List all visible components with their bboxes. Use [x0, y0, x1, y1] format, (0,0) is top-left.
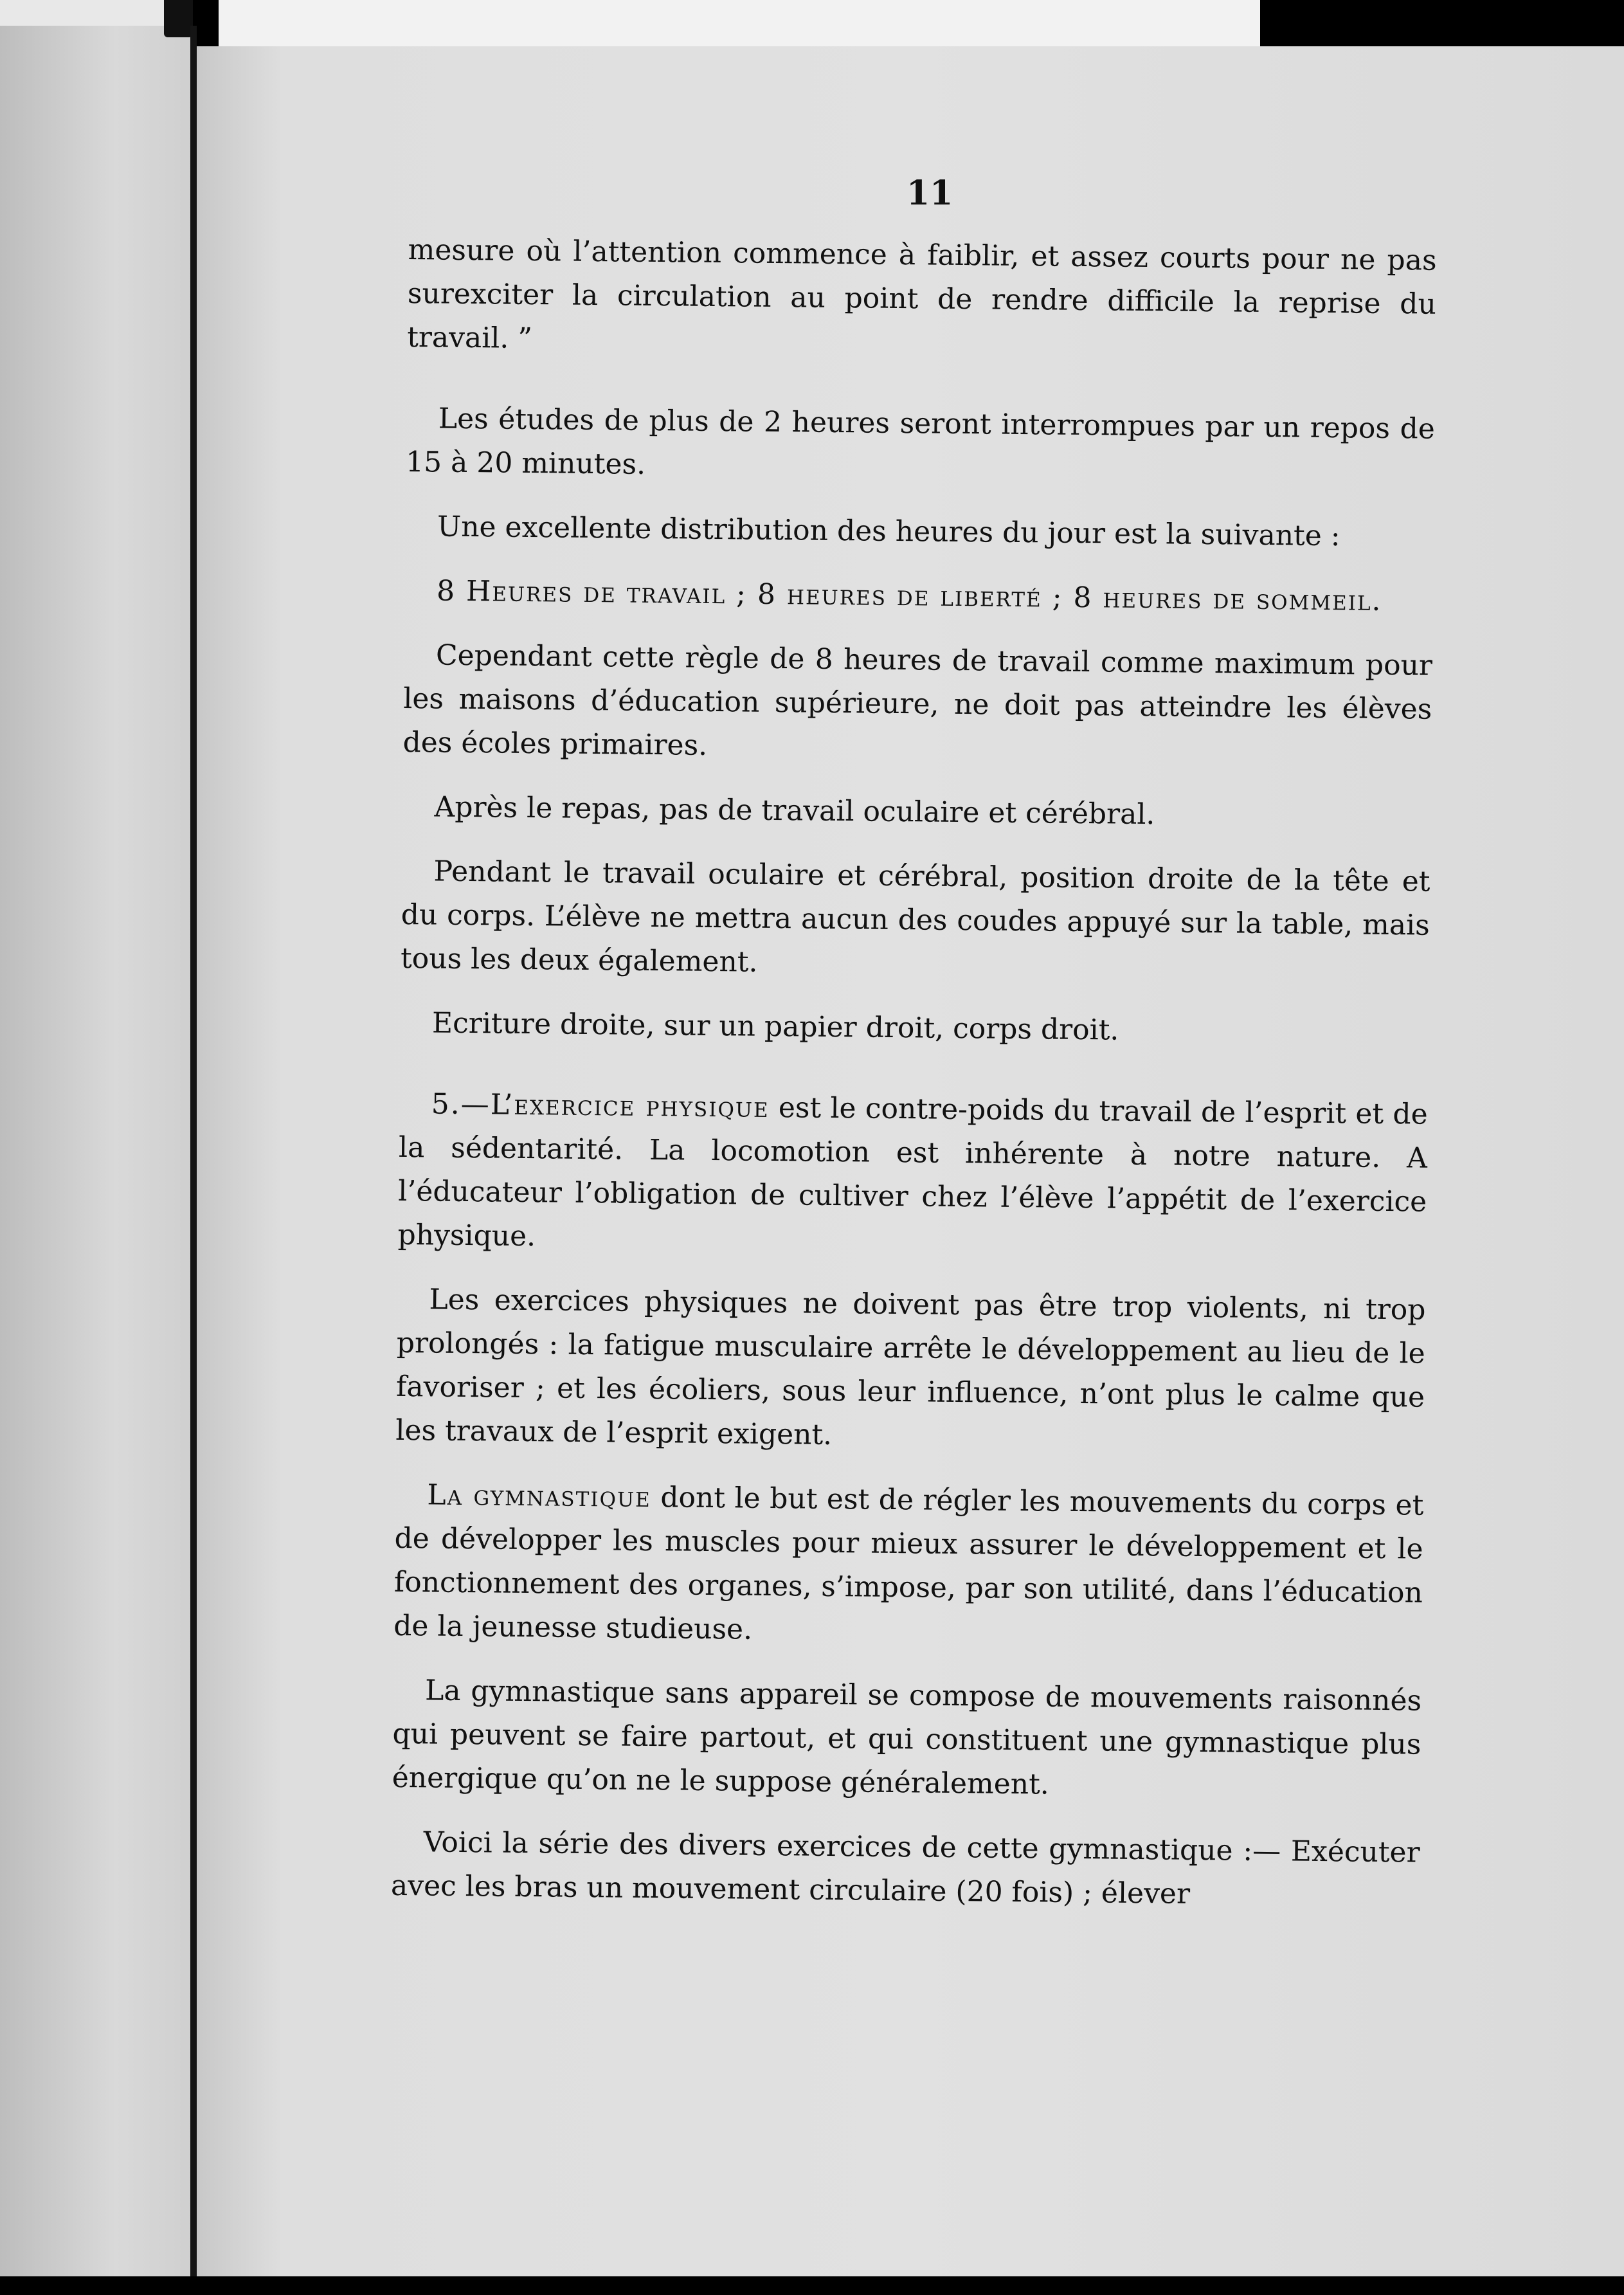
- paragraph-after-meal: Après le repas, pas de travail oculaire et cérébral.: [434, 790, 1155, 831]
- paragraph-hours-rule: 8 Heures de travail ; 8 heures de liberté ; 8 heures de sommeil.: [436, 574, 1382, 617]
- page-body: [390, 228, 1437, 1939]
- paragraph-writing: Ecriture droite, sur un papier droit, corps droit.: [431, 1006, 1119, 1047]
- left-page-margin: [0, 26, 193, 2276]
- page-number: 11: [907, 174, 953, 213]
- paragraph-primary-schools: Cependant cette règle de 8 heures de travail comme maximum pour les maisons d’éducation supérieure, ne doit pas atteindre les élèves des écoles primaires.: [402, 639, 1433, 762]
- gymnastics-heading: La gymnastique: [427, 1478, 652, 1514]
- paragraph-gymnastics-without-apparatus: La gymnastique sans appareil se compose de mouvements raisonnés qui peuvent se faire partout, et qui constituent une gymnastique plus énergique qu’on ne le suppose généralement.: [392, 1674, 1422, 1801]
- paragraph-gymnastics-text: dont le but est de régler les mouvements du corps et de développer les muscles pour mieux assurer le développement et le fonctionnement des organes, s’impose, par son utilité, dans l’éducation de la jeunesse studieuse.: [393, 1481, 1424, 1646]
- book-gutter: [190, 26, 197, 2276]
- section-heading-physical-exercise: 5.—L’exercice physique: [431, 1087, 770, 1124]
- paragraph-physical-exercise-text: est le contre-poids du travail de l’esprit et de la sédentarité. La locomotion est inhérente à notre nature. A l’éducateur l’obligation de cultiver chez l’élève l’appétit de l’exercice physique.: [397, 1091, 1428, 1253]
- bottom-scan-edge: [0, 2276, 1624, 2295]
- top-paper-edge: [219, 0, 1260, 52]
- paragraph-study-breaks: Les études de plus de 2 heures seront interrompues par un repos de 15 à 20 minutes.: [405, 402, 1436, 481]
- paragraph-continuation: mesure où l’attention commence à faiblir, et assez courts pour ne pas surexciter la circulation au point de rendre difficile la reprise du travail. ”: [406, 233, 1437, 356]
- paragraph-exercise-series: Voici la série des divers exercices de cette gymnastique :— Exécuter avec les bras un mouvement circulaire (20 fois) ; élever: [390, 1826, 1420, 1910]
- paragraph-distribution-intro: Une excellente distribution des heures du jour est la suivante :: [437, 510, 1340, 553]
- paragraph-gymnastics: [393, 1473, 1424, 1659]
- paragraph-posture: Pendant le travail oculaire et cérébral, position droite de la tête et du corps. L’élève ne mettra aucun des coudes appuyé sur la table, mais tous les deux également.: [400, 855, 1430, 979]
- bookmark-tab: [164, 0, 193, 37]
- paragraph-exercise-limits: Les exercices physiques ne doivent pas être trop violents, ni trop prolongés : la fatigue musculaire arrête le développement au lieu de le favoriser ; et les écoliers, sous leur influence, n’ont plus le calme que les travaux de l’esprit exigent.: [395, 1283, 1426, 1452]
- paragraph-physical-exercise: [397, 1082, 1428, 1268]
